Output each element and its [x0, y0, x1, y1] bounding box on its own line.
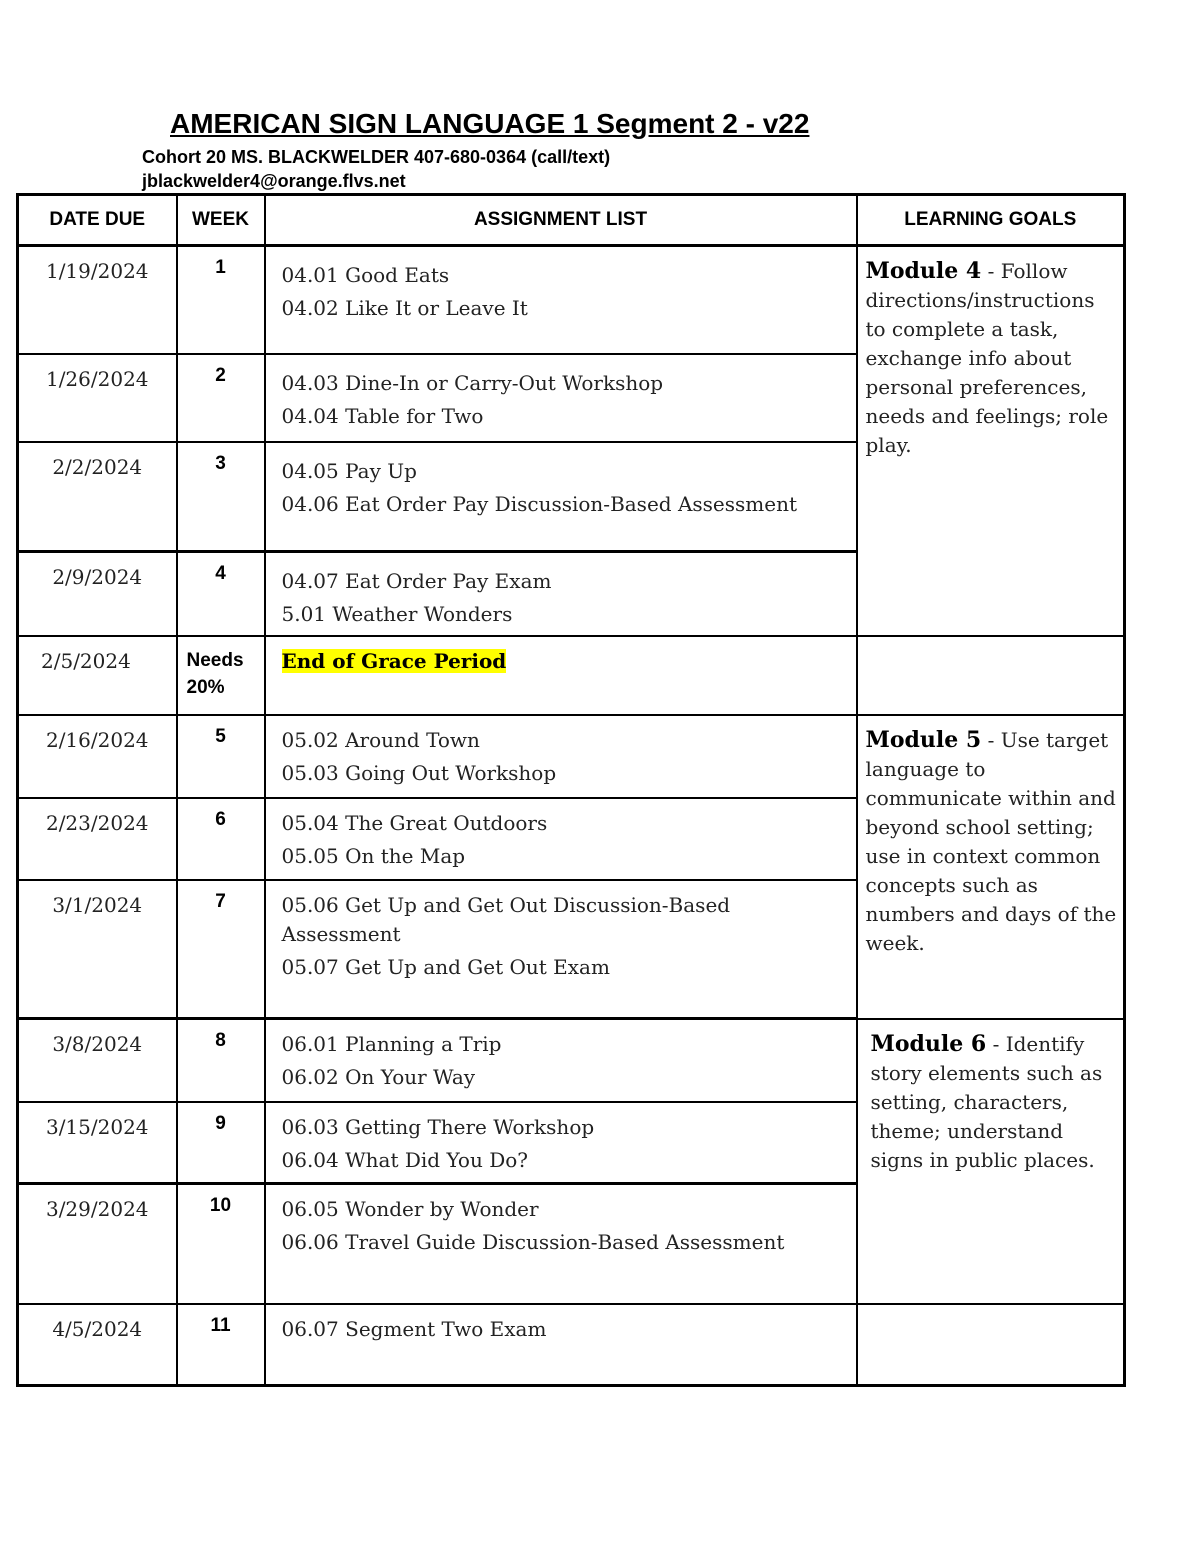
assignment-cell [265, 1184, 857, 1304]
assignment-item: 04.03 Dine-In or Carry-Out Workshop [281, 370, 664, 395]
table-header-row [18, 195, 1125, 246]
assignment-cell [265, 715, 857, 798]
date-cell: 2/16/2024 [18, 715, 177, 798]
table-row-grace-period [18, 636, 1125, 715]
week-cell: 9 [177, 1102, 265, 1184]
week-cell: Needs 20% [177, 636, 265, 715]
week-cell: 2 [177, 354, 265, 442]
date-cell: 3/1/2024 [18, 880, 177, 1019]
teacher-email: jblackwelder4@orange.flvs.net [142, 171, 406, 191]
assignment-item: 06.07 Segment Two Exam [281, 1316, 547, 1341]
assignment-item: 06.04 What Did You Do? [281, 1147, 529, 1172]
assignment-item: 04.05 Pay Up [281, 458, 417, 483]
week-cell: 11 [177, 1304, 265, 1386]
assignment-item: 06.01 Planning a Trip [281, 1032, 502, 1056]
assignment-item: 05.06 Get Up and Get Out Discussion-Based Assessment [281, 892, 731, 946]
goal-cell-empty [857, 636, 1125, 715]
date-cell: 3/29/2024 [18, 1184, 177, 1304]
date-cell: 2/23/2024 [18, 798, 177, 880]
assignment-item: 05.02 Around Town [281, 727, 480, 752]
goal-text: - Use target language to communicate within and beyond school setting; use in context common concepts such as numbers and days of the week. [865, 727, 1117, 955]
assignment-item: 05.05 On the Map [281, 843, 466, 868]
assignment-item: 06.05 Wonder by Wonder [281, 1197, 539, 1221]
module-label: Module 6 [870, 1030, 987, 1057]
goal-cell-empty [857, 1304, 1125, 1386]
assignment-cell [265, 1304, 857, 1386]
assignment-cell [265, 798, 857, 880]
table-row [18, 1019, 1125, 1102]
week-cell: 4 [177, 552, 265, 636]
assignment-item: 04.01 Good Eats [281, 263, 450, 287]
table-row [18, 1304, 1125, 1386]
column-header-assignments: ASSIGNMENT LIST [265, 195, 857, 246]
module-label: Module 4 [865, 258, 982, 284]
week-cell: 3 [177, 442, 265, 552]
assignment-cell [265, 880, 857, 1019]
date-cell: 2/9/2024 [18, 552, 177, 636]
goal-text: - Identify story elements such as setting, characters, theme; understand signs in public places. [870, 1031, 1103, 1172]
week-cell: 5 [177, 715, 265, 798]
assignment-cell [265, 246, 857, 354]
date-cell: 1/26/2024 [18, 354, 177, 442]
goal-cell-module-6 [857, 1019, 1125, 1304]
column-header-date: DATE DUE [18, 195, 177, 246]
assignment-item: 05.03 Going Out Workshop [281, 760, 557, 785]
assignment-cell [265, 636, 857, 715]
table-row [18, 246, 1125, 354]
week-cell: 6 [177, 798, 265, 880]
assignment-cell [265, 354, 857, 442]
assignment-item: 5.01 Weather Wonders [281, 602, 513, 626]
table-row [18, 715, 1125, 798]
date-cell: 3/8/2024 [18, 1019, 177, 1102]
assignment-item: 05.04 The Great Outdoors [281, 810, 548, 835]
assignment-item: 06.06 Travel Guide Discussion-Based Assessment [281, 1230, 785, 1254]
assignment-cell [265, 442, 857, 552]
date-cell: 1/19/2024 [18, 246, 177, 354]
goal-text: - Follow directions/instructions to complete a task, exchange info about personal preferences, needs and feelings; role play. [865, 259, 1109, 457]
assignment-item: 04.02 Like It or Leave It [281, 296, 528, 320]
assignment-item: 04.07 Eat Order Pay Exam [281, 569, 552, 593]
date-cell: 2/2/2024 [18, 442, 177, 552]
week-cell: 10 [177, 1184, 265, 1304]
goal-cell-module-5 [857, 715, 1125, 1019]
module-label: Module 5 [865, 726, 982, 753]
column-header-week: WEEK [177, 195, 265, 246]
assignment-cell [265, 552, 857, 636]
assignment-item: 04.04 Table for Two [281, 403, 484, 428]
week-cell: 8 [177, 1019, 265, 1102]
assignment-item: 04.06 Eat Order Pay Discussion-Based Assessment [281, 491, 797, 516]
date-cell: 3/15/2024 [18, 1102, 177, 1184]
assignment-schedule-table [16, 193, 1126, 1387]
assignment-item: 05.07 Get Up and Get Out Exam [281, 954, 610, 979]
week-cell: 1 [177, 246, 265, 354]
goal-cell-module-4 [857, 246, 1125, 636]
assignment-cell [265, 1102, 857, 1184]
week-cell: 7 [177, 880, 265, 1019]
column-header-goals: LEARNING GOALS [857, 195, 1125, 246]
grace-period-highlight: End of Grace Period [281, 648, 507, 673]
assignment-item: 06.03 Getting There Workshop [281, 1114, 595, 1139]
date-cell: 2/5/2024 [18, 636, 177, 715]
teacher-contact: Cohort 20 MS. BLACKWELDER 407-680-0364 (call/text) [142, 147, 611, 167]
assignment-cell [265, 1019, 857, 1102]
date-cell: 4/5/2024 [18, 1304, 177, 1386]
document-title: AMERICAN SIGN LANGUAGE 1 Segment 2 - v22 [170, 108, 810, 139]
assignment-item: 06.02 On Your Way [281, 1065, 476, 1089]
